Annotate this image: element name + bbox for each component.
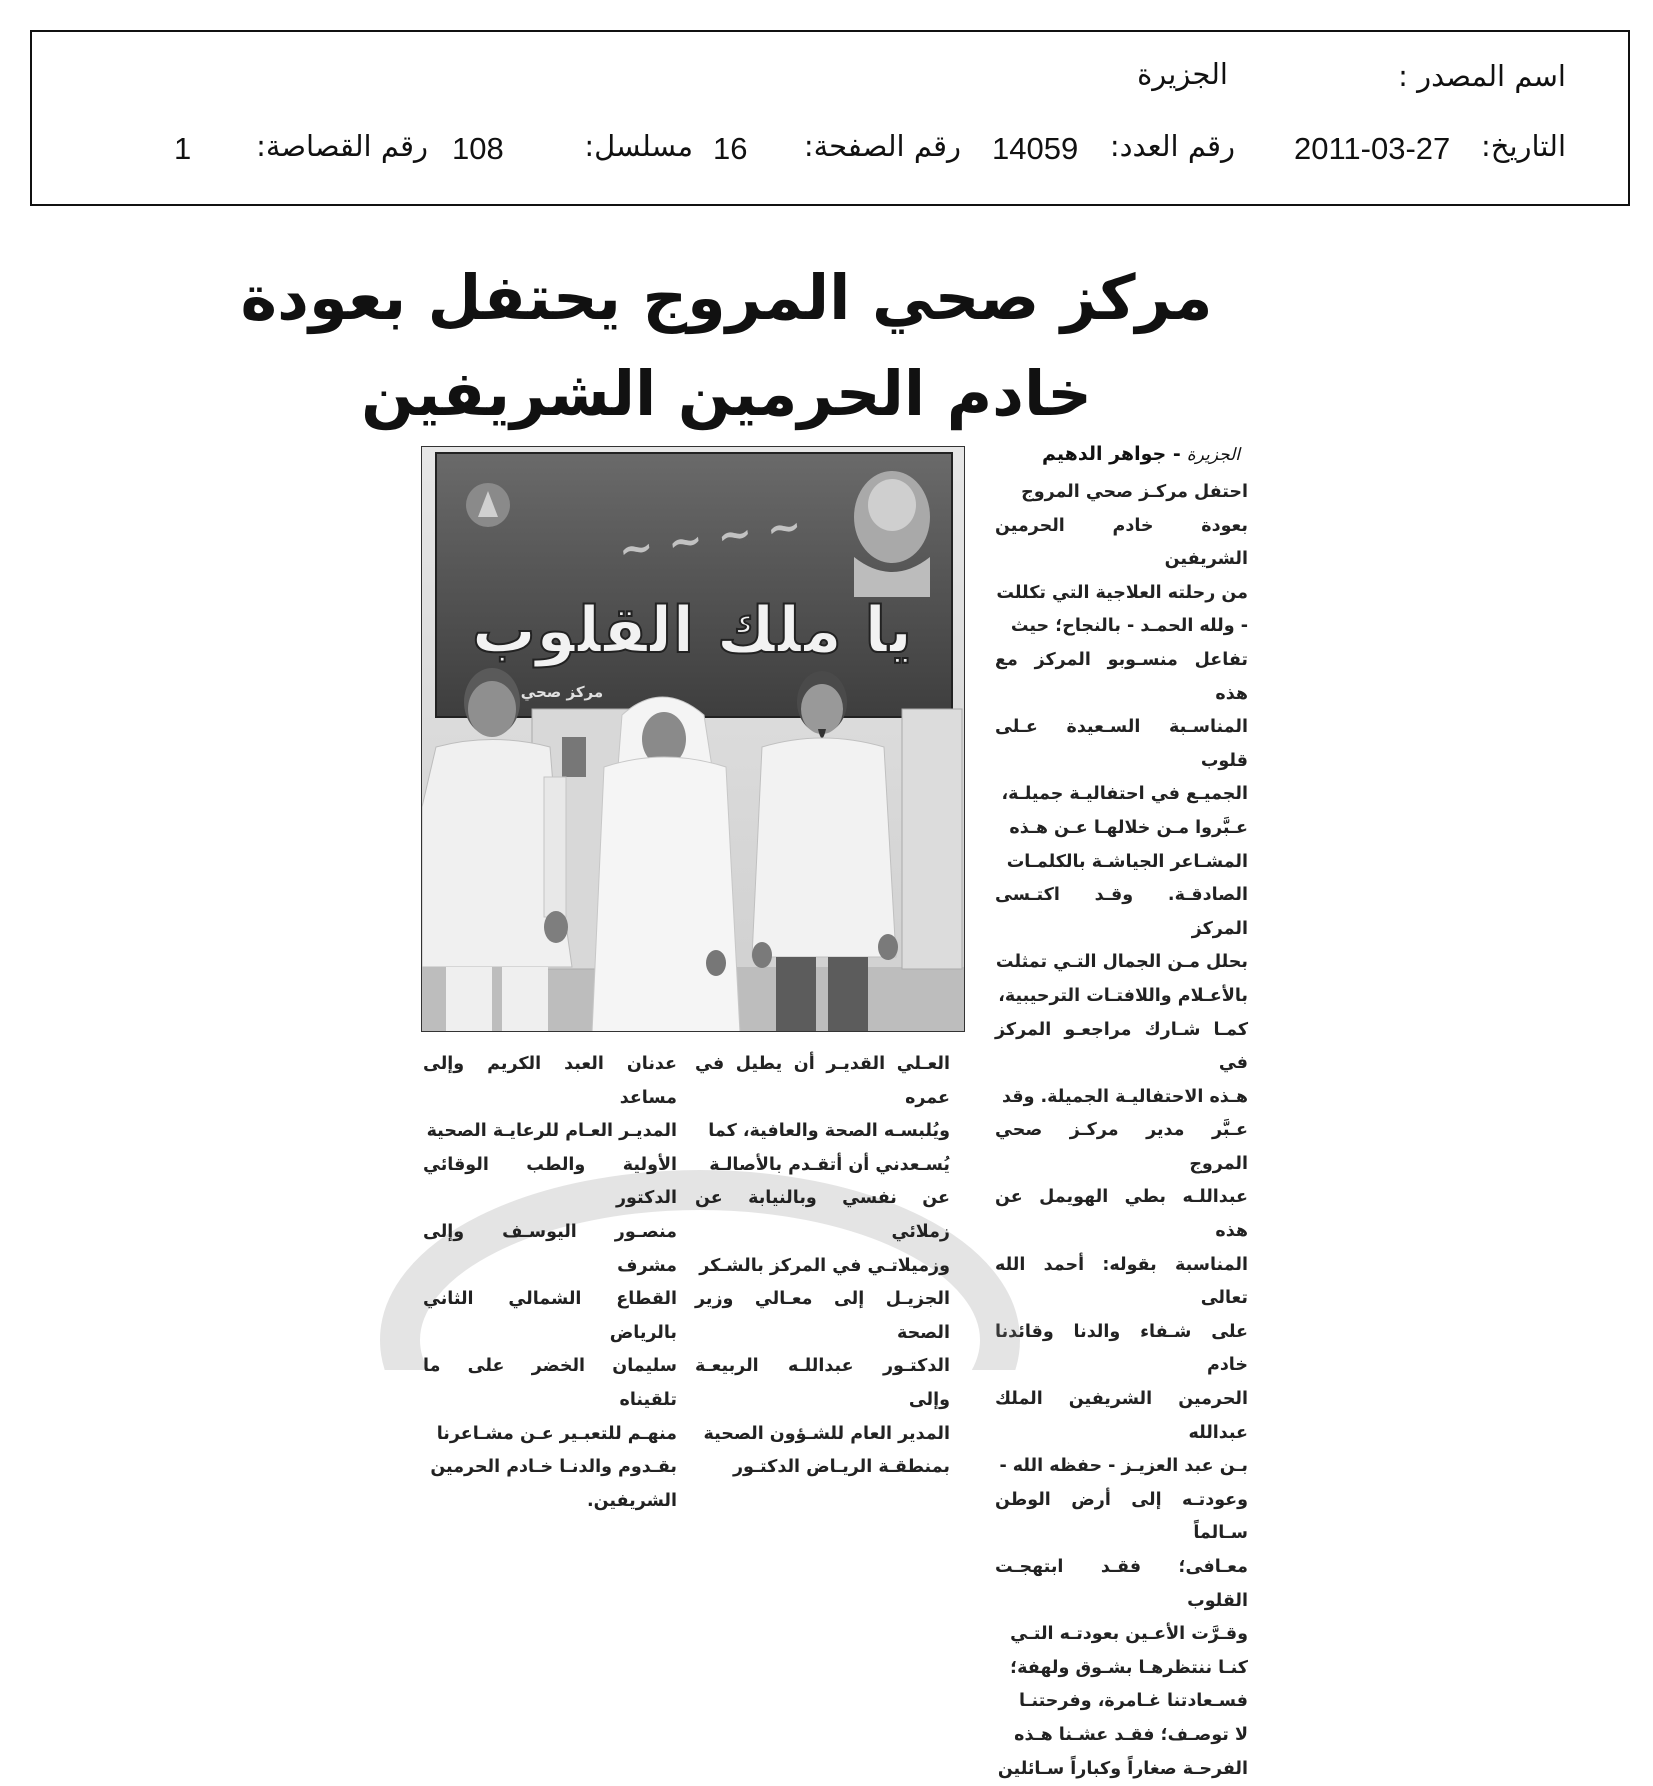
serial-label: مسلسل:: [584, 129, 693, 163]
left-column-line: المديـر العـام للرعايـة الصحية: [426, 1121, 677, 1142]
article-column-right: [995, 476, 1248, 1786]
middle-column-line: عن نفسي وبالنيابة عن زملائي: [695, 1188, 950, 1242]
right-column-line: عـبَّروا مـن خلالهـا عـن هـذه: [1009, 817, 1248, 838]
issue-label: رقم العدد:: [1109, 129, 1235, 163]
right-column-line: احتفل مركـز صحي المروج: [1021, 482, 1248, 502]
middle-column-line: يُسـعدني أن أتقـدم بالأصالـة: [709, 1154, 950, 1175]
date-value: 2011-03-27: [1294, 131, 1451, 166]
banner-main-text: يا ملك القلوب: [471, 594, 913, 668]
left-column-line: منصـور اليوسـف وإلى مشرف: [423, 1221, 677, 1276]
right-column-line: بعودة خادم الحرمين الشريفين: [995, 515, 1248, 570]
left-column-line: سليمان الخضر على ما تلقيناه: [423, 1356, 677, 1410]
right-column-line: كمـا شـارك مراجعـو المركز في: [995, 1019, 1248, 1074]
page-value: 16: [713, 131, 748, 166]
right-column-line: هـذه الاحتفاليـة الجميلة. وقد: [1002, 1086, 1248, 1107]
byline: [1040, 443, 1240, 465]
middle-column-line: ويُلبسـه الصحة والعافية، كما: [708, 1121, 950, 1142]
clip-value: 1: [174, 131, 192, 166]
right-column-line: معـافى؛ فقـد ابتهجـت القلوب: [995, 1557, 1248, 1611]
left-column-line: منهـم للتعبـير عـن مشـاعرنا: [436, 1423, 677, 1444]
right-column-line: وقـرَّت الأعـين بعودتـه التـي: [1010, 1624, 1248, 1645]
right-column-line: لا توصـف؛ فقـد عشـنا هـذه: [1014, 1724, 1248, 1745]
middle-column-line: الجزيـل إلى معـالي وزير الصحة: [695, 1289, 950, 1343]
right-column-line: الجميـع في احتفاليـة جميلـة،: [1001, 784, 1248, 805]
left-column-line: الشريفين.: [587, 1490, 677, 1511]
clip-label: رقم القصاصة:: [256, 129, 428, 163]
right-column-line: على شـفاء والدنا وقائدنا خادم: [995, 1321, 1248, 1376]
right-column-line: بحلل مـن الجمال التـي تمثلت: [995, 952, 1248, 973]
headline-line-2: خادم الحرمين الشريفين: [361, 357, 1092, 430]
right-column-line: - ولله الحمـد - بالنجاح؛ حيث: [1010, 616, 1248, 637]
emblem-icon: [466, 483, 510, 527]
newspaper-logo: الجزيرة: [1186, 445, 1240, 465]
left-column-line: القطاع الشمالي الثاني بالرياض: [423, 1289, 677, 1343]
middle-column-line: المدير العام للشـؤون الصحية: [703, 1423, 950, 1444]
right-column-line: من رحلته العلاجية التي تكللت: [996, 582, 1248, 603]
right-column-line: الحرمين الشريفين الملك عبدالله: [995, 1389, 1248, 1443]
left-column-line: الأولية والطب الوقائي الدكتور: [423, 1154, 677, 1209]
middle-column-line: وزميلاتـي في المركز بالشـكر: [699, 1255, 950, 1276]
right-column-line: الصادقـة. وقـد اكتـسى المركز: [995, 885, 1248, 939]
left-column-line: بقـدوم والدنـا خـادم الحرمين: [430, 1457, 677, 1478]
article-photo: [421, 446, 965, 1032]
right-column-line: وعودتـه إلى أرض الوطن سـالماً: [995, 1489, 1248, 1544]
middle-column-line: العـلي القديـر أن يطيل في عمره: [695, 1054, 950, 1108]
source-value: الجزيرة: [1137, 57, 1228, 91]
right-column-line: المشـاعر الجياشـة بالكلمـات: [1006, 851, 1248, 872]
issue-value: 14059: [992, 131, 1079, 166]
right-column-line: كنـا ننتظرهـا بشـوق ولهفة؛: [1010, 1657, 1248, 1678]
article-column-left: [423, 1048, 677, 1518]
middle-column-line: الدكتـور عبداللـه الربيعـة وإلى: [695, 1356, 950, 1410]
clipping-header: [30, 30, 1630, 206]
headline-line-1: مركز صحي المروج يحتفل بعودة: [240, 261, 1213, 334]
right-column-line: تفاعل منسـوبو المركز مع هذه: [995, 649, 1248, 704]
serial-value: 108: [452, 131, 504, 166]
right-column-line: بالأعـلام واللافتـات الترحيبية،: [998, 985, 1248, 1006]
portrait-image: [854, 471, 930, 597]
right-column-line: المناسـبة السـعيدة عـلى قلوب: [995, 717, 1248, 771]
photo-illustration: [422, 447, 965, 1032]
right-column-line: بـن عبد العزيـز - حفظه الله -: [999, 1456, 1248, 1477]
source-label: اسم المصدر :: [1398, 59, 1566, 93]
date-label: التاريخ:: [1480, 129, 1566, 163]
banner-calligraphy: ~ ~ ~ ~: [615, 500, 805, 575]
banner-small-text: مركز صحي: [520, 683, 604, 701]
page-label: رقم الصفحة:: [803, 129, 961, 163]
article-column-middle: [695, 1048, 950, 1485]
right-column-line: المناسبة بقوله: أحمد الله تعالى: [995, 1254, 1248, 1309]
right-column-line: عبداللـه بطي الهويمل عن هذه: [995, 1187, 1248, 1242]
middle-column-line: بمنطقـة الريـاض الدكتـور: [732, 1457, 950, 1478]
right-column-line: فسـعادتنا غـامرة، وفرحتنـا: [1018, 1691, 1248, 1712]
left-column-line: عدنان العبد الكريم وإلى مساعد: [423, 1054, 677, 1108]
right-column-line: الفرحـة صغاراً وكباراً سـائلين: [997, 1758, 1248, 1779]
article-headline: [200, 250, 1253, 442]
right-column-line: عـبَّر مدير مركـز صحي المروج: [995, 1120, 1248, 1174]
byline-author: - جواهر الدهيم: [1042, 443, 1181, 465]
